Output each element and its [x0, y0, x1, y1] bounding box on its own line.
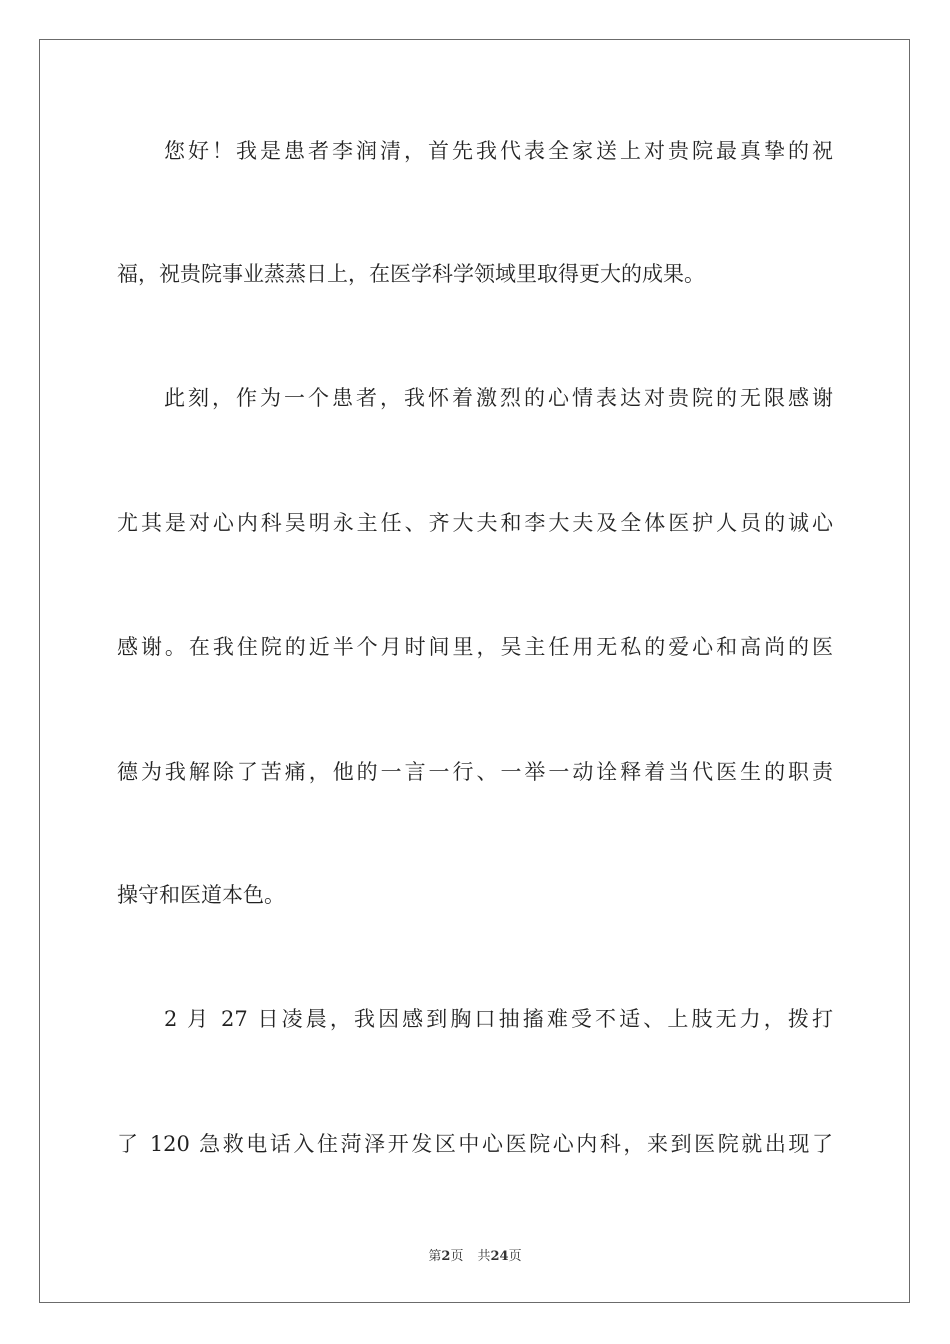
paragraph-2-line-4: 德为我解除了苦痛，他的一言一行、一举一动诠释着当代医生的职责	[117, 760, 833, 784]
paragraph-2-line-3: 感谢。在我住院的近半个月时间里，吴主任用无私的爱心和高尚的医	[117, 635, 833, 659]
paragraph-1-line-2: 福，祝贵院事业蒸蒸日上，在医学科学领域里取得更大的成果。	[117, 262, 705, 286]
page-prefix: 第	[428, 1249, 442, 1264]
page-footer	[0, 1248, 950, 1266]
total-suffix: 页	[508, 1249, 522, 1264]
paragraph-2-line-5: 操守和医道本色。	[117, 883, 285, 907]
paragraph-2-line-2: 尤其是对心内科吴明永主任、齐大夫和李大夫及全体医护人员的诚心	[117, 511, 833, 535]
page-border	[39, 39, 910, 1303]
paragraph-1-line-1: 您好！我是患者李润清，首先我代表全家送上对贵院最真挚的祝	[164, 139, 833, 163]
page-suffix: 页	[450, 1249, 464, 1264]
paragraph-2-line-1: 此刻，作为一个患者，我怀着激烈的心情表达对贵院的无限感谢	[164, 386, 833, 410]
paragraph-3-line-2: 了 120 急救电话入住菏泽开发区中心医院心内科，来到医院就出现了	[117, 1132, 833, 1156]
total-prefix: 共	[477, 1249, 491, 1264]
total-pages: 24	[490, 1249, 509, 1264]
paragraph-3-line-1: 2 月 27 日凌晨，我因感到胸口抽搐难受不适、上肢无力，拨打	[164, 1007, 833, 1031]
page-number: 2	[441, 1249, 451, 1264]
